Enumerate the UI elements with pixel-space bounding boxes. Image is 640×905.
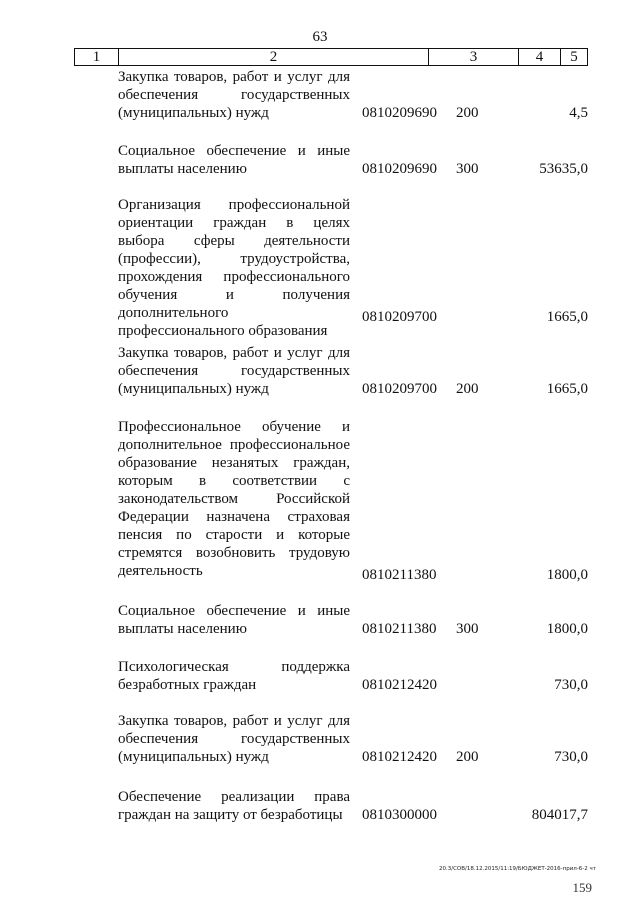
- row-expense-type: 300: [456, 621, 479, 637]
- row-amount: 53635,0: [539, 161, 588, 177]
- row-name: Закупка товаров, работ и услуг для обеспечения государственных (муниципальных) нужд: [118, 69, 350, 121]
- row-name: Закупка товаров, работ и услуг для обеспечения государственных (муниципальных) нужд: [118, 713, 350, 765]
- column-header-1: 1: [75, 49, 119, 65]
- table-row: [118, 658, 588, 694]
- row-amount: 730,0: [554, 749, 588, 765]
- row-code: 0810211380: [362, 567, 437, 583]
- row-code: 0810209700: [362, 381, 437, 397]
- row-code: 0810209700: [362, 309, 437, 325]
- table-row: [118, 68, 588, 122]
- sheet-number: 159: [572, 880, 592, 895]
- table-row: [118, 602, 588, 638]
- column-header-3: 3: [429, 49, 519, 65]
- row-name: Социальное обеспечение и иные выплаты населению: [118, 603, 350, 637]
- document-footer-code: 20.3/СОВ/18.12.2015/11:19/БЮДЖЕТ-2016-прил-6-2 чт: [438, 866, 596, 872]
- row-amount: 1665,0: [546, 381, 588, 397]
- table-row: [118, 344, 588, 398]
- row-expense-type: 200: [456, 749, 479, 765]
- row-code: 0810209690: [362, 105, 437, 121]
- row-code: 0810211380: [362, 621, 437, 637]
- row-expense-type: 200: [456, 381, 479, 397]
- row-amount: 4,5: [569, 105, 588, 121]
- row-code: 0810300000: [362, 807, 437, 823]
- row-name: Социальное обеспечение и иные выплаты населению: [118, 143, 350, 177]
- row-amount: 1665,0: [546, 309, 588, 325]
- column-header-5: 5: [570, 49, 578, 65]
- row-name: Организация профессиональной ориентации граждан в целях выбора сферы деятельности (профессии), трудоустройства, прохождения профессионального обучения и получения дополнительного профессионального образования: [118, 197, 350, 339]
- row-code: 0810209690: [362, 161, 437, 177]
- row-expense-type: 300: [456, 161, 479, 177]
- row-amount: 1800,0: [546, 621, 588, 637]
- row-amount: 1800,0: [546, 567, 588, 583]
- table-row: [118, 142, 588, 178]
- column-header-4: 4: [519, 49, 561, 65]
- row-name: Закупка товаров, работ и услуг для обеспечения государственных (муниципальных) нужд: [118, 345, 350, 397]
- table-header-row: [74, 48, 588, 66]
- row-code: 0810212420: [362, 749, 437, 765]
- row-expense-type: 200: [456, 105, 479, 121]
- table-row: [118, 196, 588, 339]
- column-header-2: 2: [119, 49, 429, 65]
- page-number: 63: [312, 29, 328, 45]
- row-name: Профессиональное обучение и дополнительное профессиональное образование незанятых граждан, которым в соответствии с законодательством Российской Федерации назначена страховая пенсия по старости и которые стремятся возобновить трудовую деятельность: [118, 419, 350, 579]
- table-row: [118, 788, 588, 824]
- table-row: [118, 418, 588, 584]
- row-code: 0810212420: [362, 677, 437, 693]
- row-name: Обеспечение реализации права граждан на защиту от безработицы: [118, 789, 350, 823]
- row-amount: 804017,7: [531, 807, 588, 823]
- row-amount: 730,0: [554, 677, 588, 693]
- row-name: Психологическая поддержка безработных граждан: [118, 659, 350, 693]
- table-row: [118, 712, 588, 766]
